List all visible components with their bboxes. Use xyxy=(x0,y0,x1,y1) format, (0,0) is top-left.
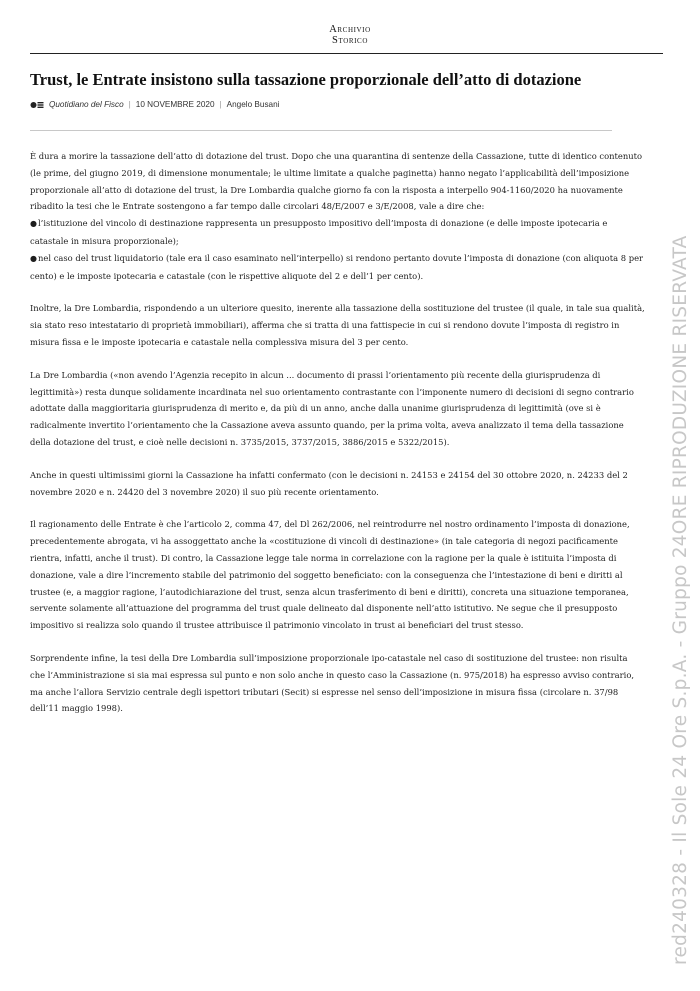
masthead xyxy=(0,24,700,46)
copyright-watermark: red240328 - Il Sole 24 Ore S.p.A. - Gruppo 24ORE RIPRODUZIONE RISERVATA xyxy=(670,235,691,965)
article-meta xyxy=(30,98,630,112)
bullet-text: l’istituzione del vincolo di destinazione rappresenta un presupposto impositivo dell’imposta di donazione (e delle imposte ipotecaria e catastale in misura proporzionale); xyxy=(30,218,608,246)
masthead-line-1: Archivio xyxy=(329,24,371,35)
paragraph: Inoltre, la Dre Lombardia, rispondendo a un ulteriore quesito, inerente alla tassazione della sostituzione del trustee (il quale, in tale sua qualità, sia stato reso intestatario di proprietà immobiliari), afferma che si tratta di una fattispecie in cui si rendono dovute l’imposta di registro in misura fissa e le imposte ipotecaria e catastale nella complessiva misura del 3 per cento. xyxy=(30,303,645,347)
paragraph: Anche in questi ultimissimi giorni la Cassazione ha infatti confermato (con le decisioni n. 24153 e 24154 del 30 ottobre 2020, n. 24233 del 2 novembre 2020 e n. 24420 del 3 novembre 2020) il suo più recente orientamento. xyxy=(30,469,628,497)
meta-separator: | xyxy=(219,100,222,109)
paragraph xyxy=(30,148,645,284)
article-date: 10 NOVEMBRE 2020 xyxy=(135,100,215,109)
article-source: Quotidiano del Fisco xyxy=(49,100,124,109)
bullet-text: nel caso del trust liquidatorio (tale era il caso esaminato nell’interpello) si rendono pertanto dovute l’imposta di donazione (con aliquota 8 per cento) e le imposte ipotecaria e catastale (con le rispettive aliquote del 2 e dell’1 per cento). xyxy=(30,252,644,281)
meta-divider xyxy=(30,130,612,131)
article-author: Angelo Busani xyxy=(226,100,280,109)
bullet-item xyxy=(30,250,645,285)
paragraph: Il ragionamento delle Entrate è che l’articolo 2, comma 47, del Dl 262/2006, nel reintrodurre nel nostro ordinamento l’imposta di donazione, precedentemente abrogata, vi ha assoggettato anche la «costituzione di vincoli di destinazione» (in tale categoria di negozi pacificamente rientra, infatti, anche il trust). Di contro, la Cassazione legge tale norma in correlazione con la ragione per la quale è istituita l’imposta di donazione, vale a dire l’incremento stabile del patrimonio del soggetto beneficiato: con la conseguenza che l’intestazione di beni e diritti al trustee (e, a maggior ragione, l’autodichiarazione del trust, senza alcun trasferimento di beni e diritti), concreta una situazione temporanea, servente solamente all’attuazione del programma del trust quale delineato dal disponente nell’atto istitutivo. Ne segue che il presupposto impositivo si realizza solo quando il trustee attribuisce il patrimonio vincolato in trust ai beneficiari del trust stesso. xyxy=(30,519,630,631)
paragraph: Sorprendente infine, la tesi della Dre Lombardia sull’imposizione proporzionale ipo-catastale nel caso di sostituzione del trustee: non risulta che l’Amministrazione si sia mai espressa sul punto e non solo anche in questo caso la Cassazione (n. 975/2018) ha espresso avviso contrario, ma anche l’allora Servizio centrale degli ispettori tributari (Secit) si espresse nel senso dell’imposizione in misura fissa (circolare n. 37/98 dell’11 maggio 1998). xyxy=(30,652,635,714)
paragraph-text: È dura a morire la tassazione dell’atto di dotazione del trust. Dopo che una quarantina di sentenze della Cassazione, tutte di identico contenuto (le prime, del giugno 2019, di dimensione monumentale; le ultime limitate a qualche paginetta) hanno negato l’applicabilità dell’imposizione proporzionale all’atto di dotazione del trust, la Dre Lombardia qualche giorno fa con la risposta a interpello 904-1160/2020 ha nuovamente ribadito la tesi che le Entrate sostengono a far tempo dalle circolari 48/E/2007 e 3/E/2008, vale a dire che: xyxy=(30,151,643,212)
masthead-line-2: Storico xyxy=(332,35,368,46)
bullet-dot-icon: ● xyxy=(30,253,37,263)
article-title: Trust, le Entrate insistono sulla tassazione proporzionale dell’atto di dotazione xyxy=(30,70,582,89)
paragraph: La Dre Lombardia («non avendo l’Agenzia recepito in alcun ... documento di prassi l’orientamento più recente della giurisprudenza di legittimità») resta dunque solidamente incardinata nel suo orientamento contrastante con l’imponente numero di decisioni di segno contrario adottate dalla maggioritaria giurisprudenza di merito e, da più di un anno, anche dalla unanime giurisprudenza di legittimità (ove si è radicalmente invertito l’orientamento che la Cassazione aveva assunto quando, per la prima volta, aveva analizzato il tema della tassazione della dotazione del trust, e cioè nelle decisioni n. 3735/2015, 3737/2015, 3886/2015 e 5322/2015). xyxy=(30,369,634,447)
header-divider xyxy=(30,53,663,54)
meta-separator: | xyxy=(128,100,131,109)
bullet-dot-icon: ● xyxy=(30,219,37,229)
article-body xyxy=(30,148,645,733)
bullet-item xyxy=(30,215,645,250)
sole-24-ore-logo-icon xyxy=(30,100,44,110)
